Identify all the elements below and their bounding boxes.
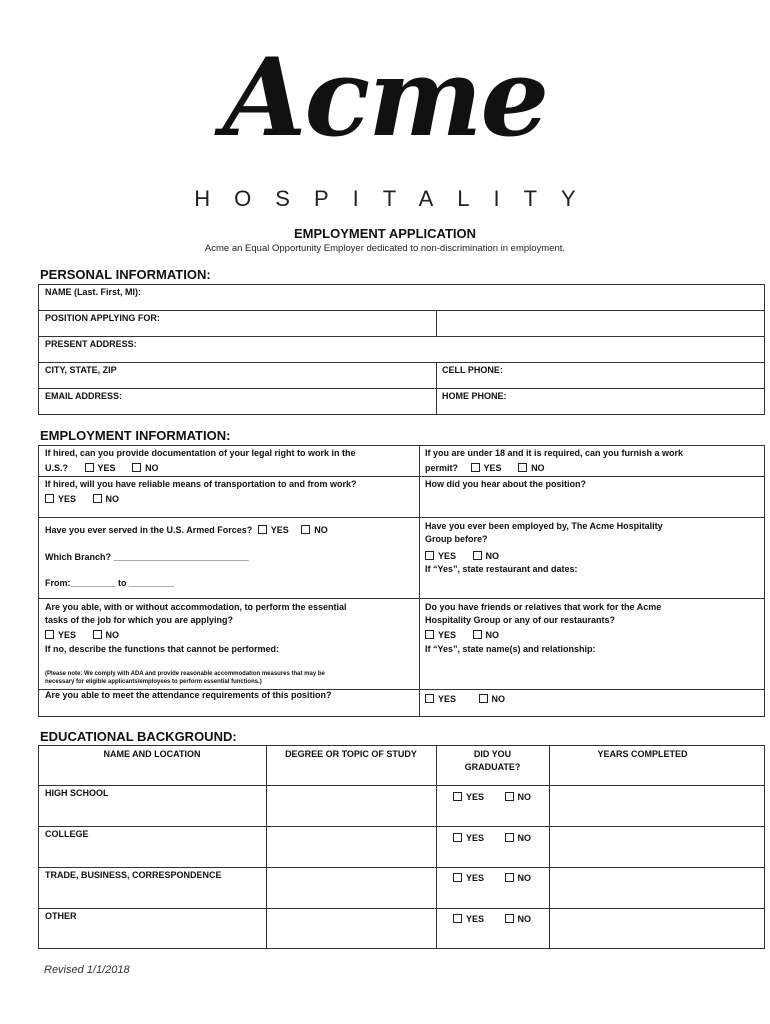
- no-label: NO: [145, 463, 159, 473]
- work-permit-question: If you are under 18 and it is required, can you furnish a work: [425, 448, 684, 458]
- yes-checkbox[interactable]: [453, 792, 462, 801]
- yes-checkbox[interactable]: [85, 463, 94, 472]
- yes-checkbox[interactable]: [425, 551, 434, 560]
- accommodation-options: [45, 628, 119, 643]
- legal-right-question-cont: U.S.?: [45, 463, 69, 473]
- branch-field[interactable]: Which Branch? ___________________________: [45, 552, 249, 562]
- yes-label: YES: [466, 914, 485, 924]
- row-other: OTHER: [45, 911, 77, 921]
- document-title: EMPLOYMENT APPLICATION: [294, 226, 476, 241]
- no-checkbox[interactable]: [132, 463, 141, 472]
- yes-label: YES: [438, 694, 457, 704]
- yes-label: YES: [483, 463, 502, 473]
- col-graduate: DID YOU: [473, 749, 512, 759]
- divider: [38, 908, 765, 909]
- prior-employment-question: Have you ever been employed by, The Acme Hospitality: [425, 521, 663, 531]
- prior-employment-question-cont: Group before?: [425, 534, 488, 544]
- yes-label: YES: [97, 463, 116, 473]
- cell-phone-field[interactable]: CELL PHONE:: [442, 365, 503, 375]
- no-label: NO: [517, 873, 532, 883]
- no-checkbox[interactable]: [473, 630, 482, 639]
- col-years-completed: YEARS COMPLETED: [597, 749, 688, 759]
- no-label: NO: [314, 525, 328, 535]
- graduated-options: [453, 912, 531, 927]
- education-heading: EDUCATIONAL BACKGROUND:: [40, 729, 237, 744]
- divider: [38, 336, 765, 337]
- document-subtitle: Acme an Equal Opportunity Employer dedicated to non-discrimination in employment.: [204, 243, 566, 254]
- yes-checkbox[interactable]: [258, 525, 267, 534]
- city-state-zip-field[interactable]: CITY, STATE, ZIP: [45, 365, 117, 375]
- divider: [38, 598, 765, 599]
- relatives-options: [425, 628, 499, 643]
- ada-note-cont: necessary for eligible applicants/employees to perform essential functions.): [45, 679, 262, 685]
- yes-label: YES: [58, 630, 77, 640]
- no-checkbox[interactable]: [518, 463, 527, 472]
- yes-label: YES: [438, 551, 457, 561]
- divider: [436, 362, 437, 415]
- no-label: NO: [485, 551, 500, 561]
- transportation-options: [45, 492, 119, 507]
- no-checkbox[interactable]: [473, 551, 482, 560]
- armed-forces-question: [45, 523, 328, 538]
- no-label: NO: [491, 694, 506, 704]
- attendance-question: Are you able to meet the attendance requirements of this position?: [45, 690, 332, 700]
- address-field[interactable]: PRESENT ADDRESS:: [45, 339, 137, 349]
- yes-checkbox[interactable]: [45, 494, 54, 503]
- no-label: NO: [517, 914, 532, 924]
- yes-checkbox[interactable]: [453, 833, 462, 842]
- yes-checkbox[interactable]: [453, 873, 462, 882]
- divider: [38, 517, 765, 518]
- col-graduate-cont: GRADUATE?: [464, 762, 521, 772]
- no-checkbox[interactable]: [479, 694, 488, 703]
- col-degree: DEGREE OR TOPIC OF STUDY: [285, 749, 417, 759]
- email-field[interactable]: EMAIL ADDRESS:: [45, 391, 123, 401]
- divider: [436, 310, 437, 336]
- yes-label: YES: [466, 873, 485, 883]
- attendance-options: [425, 692, 505, 707]
- accommodation-question: Are you able, with or without accommodation, to perform the essential: [45, 602, 347, 612]
- functions-not-performed-field[interactable]: If no, describe the functions that cannot be performed:: [45, 644, 280, 654]
- no-checkbox[interactable]: [301, 525, 310, 534]
- revised-date: Revised 1/1/2018: [44, 964, 130, 976]
- armed-forces-label: Have you ever served in the U.S. Armed Forces?: [45, 525, 253, 535]
- no-label: NO: [105, 494, 120, 504]
- row-high-school: HIGH SCHOOL: [45, 788, 109, 798]
- employment-info-heading: EMPLOYMENT INFORMATION:: [40, 428, 231, 443]
- legal-right-question: If hired, can you provide documentation of your legal right to work in the: [45, 448, 356, 458]
- divider: [436, 745, 437, 949]
- divider: [266, 745, 267, 949]
- logo-script-text: Acme: [222, 35, 548, 161]
- no-label: NO: [517, 833, 532, 843]
- graduated-options: [453, 871, 531, 886]
- divider: [38, 362, 765, 363]
- home-phone-field[interactable]: HOME PHONE:: [442, 391, 507, 401]
- yes-checkbox[interactable]: [425, 694, 434, 703]
- relatives-question-cont: Hospitality Group or any of our restaurants?: [425, 615, 616, 625]
- transportation-question: If hired, will you have reliable means of transportation to and from work?: [45, 479, 357, 489]
- divider: [38, 785, 765, 786]
- no-label: NO: [105, 630, 120, 640]
- prior-employment-details-field[interactable]: If “Yes”, state restaurant and dates:: [425, 564, 578, 574]
- yes-checkbox[interactable]: [45, 630, 54, 639]
- education-table: [38, 745, 765, 949]
- work-permit-question-cont: permit?: [425, 463, 459, 473]
- no-checkbox[interactable]: [93, 494, 102, 503]
- divider: [38, 388, 765, 389]
- name-field[interactable]: NAME (Last. First, MI):: [45, 287, 141, 297]
- ada-note: (Please note: We comply with ADA and provide reasonable accommodation measures that may be: [45, 671, 325, 677]
- relatives-details-field[interactable]: If “Yes”, state name(s) and relationship:: [425, 644, 596, 654]
- row-trade: TRADE, BUSINESS, CORRESPONDENCE: [45, 870, 222, 880]
- position-field[interactable]: POSITION APPLYING FOR:: [45, 313, 160, 323]
- no-checkbox[interactable]: [93, 630, 102, 639]
- yes-checkbox[interactable]: [425, 630, 434, 639]
- divider: [419, 445, 420, 717]
- yes-checkbox[interactable]: [471, 463, 480, 472]
- how-did-you-hear-field[interactable]: How did you hear about the position?: [425, 479, 586, 489]
- row-college: COLLEGE: [45, 829, 89, 839]
- yes-label: YES: [58, 494, 77, 504]
- accommodation-question-cont: tasks of the job for which you are applying?: [45, 615, 234, 625]
- yes-label: YES: [438, 630, 457, 640]
- logo-subtitle: HOSPITALITY: [194, 186, 600, 211]
- personal-info-heading: PERSONAL INFORMATION:: [40, 267, 211, 282]
- relatives-question: Do you have friends or relatives that work for the Acme: [425, 602, 662, 612]
- yes-label: YES: [270, 525, 289, 535]
- no-checkbox[interactable]: [505, 833, 514, 842]
- graduated-options: [453, 831, 531, 846]
- col-name-location: NAME AND LOCATION: [103, 749, 201, 759]
- yes-label: YES: [466, 792, 485, 802]
- graduated-options: [453, 790, 531, 805]
- no-label: NO: [517, 792, 532, 802]
- no-label: NO: [531, 463, 545, 473]
- divider: [38, 826, 765, 827]
- work-permit-options: [425, 461, 545, 476]
- no-checkbox[interactable]: [505, 792, 514, 801]
- yes-label: YES: [466, 833, 485, 843]
- acme-logo: [0, 35, 770, 161]
- no-label: NO: [485, 630, 500, 640]
- no-checkbox[interactable]: [505, 873, 514, 882]
- no-checkbox[interactable]: [505, 914, 514, 923]
- legal-right-options: [45, 461, 159, 476]
- yes-checkbox[interactable]: [453, 914, 462, 923]
- personal-info-table: [38, 284, 765, 415]
- divider: [549, 745, 550, 949]
- service-dates-field[interactable]: From:_________ to _________: [45, 578, 175, 588]
